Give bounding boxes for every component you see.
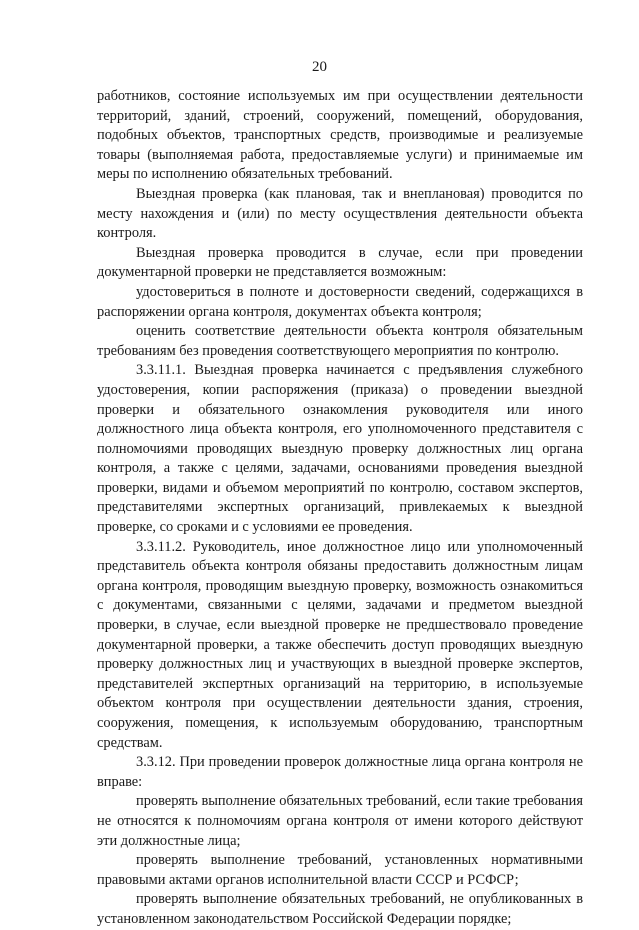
paragraph-assess-compliance: оценить соответствие деятельности объекта контроля обязательным требованиям без проведения соответствующего мероприятия по контролю. xyxy=(97,323,583,359)
page-number: 20 xyxy=(312,59,327,75)
paragraph-3-3-11-1: 3.3.11.1. Выездная проверка начинается с предъявления служебного удостоверения, копии распоряжения (приказа) о проведении выездной проверки и обязательного ознакомления руководителя или иного должностного лица объекта контроля, его уполномоченного представителя с полномочиями проводящих выездную проверку должностных лиц органа контроля, а также с целями, задачами, основаниями проведения выездной проверки, видами и объемом мероприятий по контролю, составом экспертов, представителями экспертных организаций, привлекаемых к выездной проверке, со сроками и с условиями ее проведения. xyxy=(97,362,583,536)
paragraph-3-3-12: 3.3.12. При проведении проверок должностные лица органа контроля не вправе: xyxy=(97,754,583,790)
paragraph-prohibition-3: проверять выполнение обязательных требований, не опубликованных в установленном законодательством Российской Федерации порядке; xyxy=(97,891,583,927)
paragraph-onsite-inspection-conditions: Выездная проверка проводится в случае, если при проведении документарной проверки не представляется возможным: xyxy=(97,244,583,281)
paragraph-prohibition-1: проверять выполнение обязательных требований, если такие требования не относятся к полномочиям органа контроля от имени которого действуют эти должностные лица; xyxy=(97,793,583,849)
paragraph-3-3-11-2: 3.3.11.2. Руководитель, иное должностное лицо или уполномоченный представитель объекта контроля обязаны предоставить должностным лицам органа контроля, проводящим выездную проверку, возможность ознакомиться с документами, связанными с целями, задачами и предметом выездной проверки, в случае, если выездной проверке не предшествовало проведение документарной проверки, а также обеспечить доступ проводящих выездную проверку должностных лиц и участвующих в выездной проверке экспертов, представителей экспертных организаций на территорию, в используемые объектом контроля при осуществлении деятельности здания, строения, сооружения, помещения, к используемым оборудованию, транспортным средствам. xyxy=(97,538,583,751)
paragraph-verify-completeness: удостовериться в полноте и достоверности сведений, содержащихся в распоряжении органа контроля, документах объекта контроля; xyxy=(97,283,583,320)
paragraph-onsite-inspection-location: Выездная проверка (как плановая, так и внеплановая) проводится по месту нахождения и (или) по месту осуществления деятельности объекта контроля. xyxy=(97,185,583,242)
paragraph-continuation: работников, состояние используемых им при осуществлении деятельности территорий, зданий, строений, сооружений, помещений, оборудования, подобных объектов, транспортных средств, производимые и реализуемые товары (выполняемая работа, предоставляемые услуги) и принимаемые им меры по исполнению обязательных требований. xyxy=(97,88,583,183)
document-body xyxy=(97,87,583,930)
paragraph-prohibition-2: проверять выполнение требований, установленных нормативными правовыми актами органов исполнительной власти СССР и РСФСР; xyxy=(97,852,583,888)
